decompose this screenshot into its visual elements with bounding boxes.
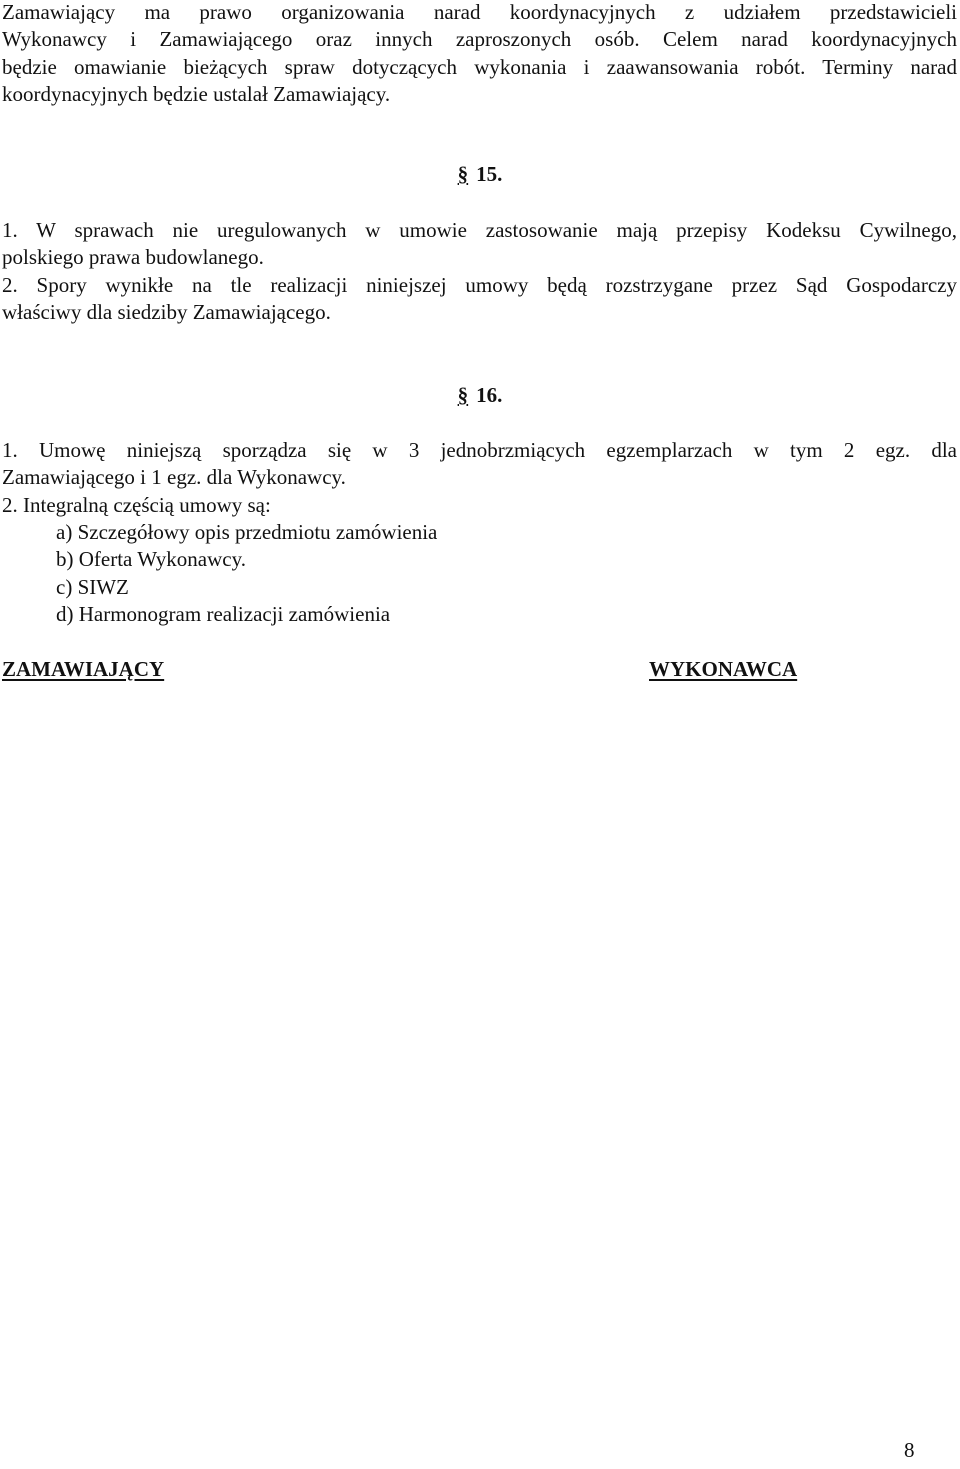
section-15-number: 15. xyxy=(476,162,503,186)
attachment-item: a) Szczegółowy opis przedmiotu zamówienia xyxy=(56,520,438,544)
attachments-list xyxy=(56,519,437,628)
section-16-item-1-line-1: 1. Umowę niniejszą sporządza się w 3 jednobrzmiących egzemplarzach w tym 2 egz. dla xyxy=(2,438,957,462)
section-16-number: 16. xyxy=(476,383,503,407)
section-15-heading xyxy=(0,162,960,187)
signature-wykonawca: WYKONAWCA xyxy=(649,657,798,681)
section-16-item-1-line-2: Zamawiającego i 1 egz. dla Wykonawcy. xyxy=(2,465,346,490)
section-15-item-1 xyxy=(2,217,957,272)
intro-line-3: będzie omawianie bieżących spraw dotyczących wykonania i zaawansowania robót. Terminy narad xyxy=(2,54,957,79)
page-number: 8 xyxy=(904,1438,915,1462)
attachment-item: d) Harmonogram realizacji zamówienia xyxy=(56,601,391,626)
section-15-item-2 xyxy=(2,272,957,327)
section-16-item-2-line: 2. Integralną częścią umowy są: xyxy=(2,493,271,517)
signature-zamawiajacy: ZAMAWIAJĄCY xyxy=(2,657,165,681)
attachment-item: b) Oferta Wykonawcy. xyxy=(56,547,246,572)
section-15-item-2-line-2: właściwy dla siedziby Zamawiającego. xyxy=(2,300,331,325)
section-15-symbol: § xyxy=(457,162,469,186)
intro-line-1: Zamawiający ma prawo organizowania narad koordynacyjnych z udziałem przedstawicieli xyxy=(2,0,957,24)
attachment-item: c) SIWZ xyxy=(56,574,129,599)
intro-paragraph xyxy=(2,0,957,108)
section-16-heading xyxy=(0,383,960,408)
section-15-item-1-line-2: polskiego prawa budowlanego. xyxy=(2,245,264,270)
intro-line-4: koordynacyjnych będzie ustalał Zamawiający. xyxy=(2,81,391,106)
section-16-symbol: § xyxy=(457,383,469,407)
section-15-item-2-line-1: 2. Spory wynikłe na tle realizacji niniejszej umowy będą rozstrzygane przez Sąd Gospodarczy xyxy=(2,273,957,297)
section-15-item-1-line-1: 1. W sprawach nie uregulowanych w umowie zastosowanie mają przepisy Kodeksu Cywilnego, xyxy=(2,218,957,242)
intro-line-2: Wykonawcy i Zamawiającego oraz innych zaproszonych osób. Celem narad koordynacyjnych xyxy=(2,27,957,52)
section-16-item-1 xyxy=(2,437,957,492)
section-16-item-2 xyxy=(2,492,957,519)
